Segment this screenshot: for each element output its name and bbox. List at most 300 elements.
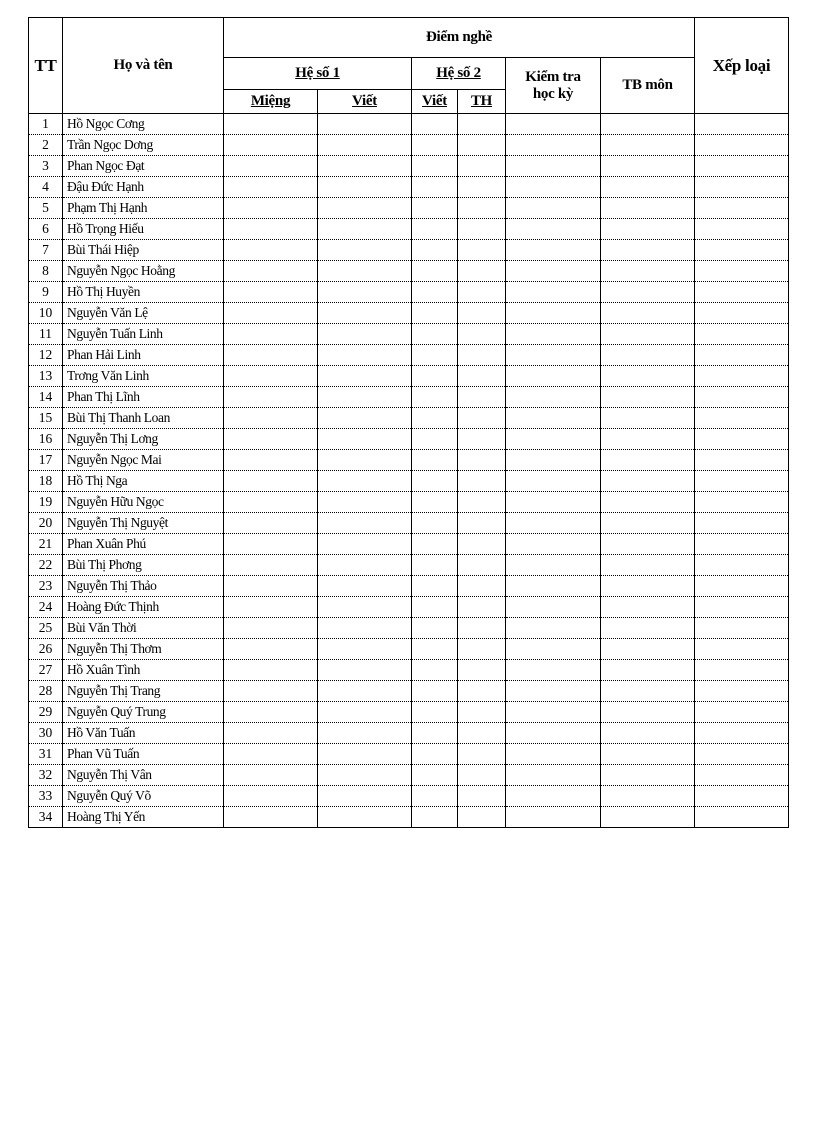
header-diem-nghe: Điểm nghề [224,18,695,58]
mieng-cell [224,702,318,723]
tb-mon-cell [601,576,695,597]
row-number: 26 [29,639,63,660]
student-name: Phan Ngọc Đạt [63,156,224,177]
student-name: Phan Vũ Tuấn [63,744,224,765]
xep-loai-cell [695,240,789,261]
viet-1-cell [318,534,412,555]
table-row [29,534,789,555]
row-number: 3 [29,156,63,177]
kiem-tra-cell [506,198,601,219]
tb-mon-cell [601,471,695,492]
row-number: 8 [29,261,63,282]
tb-mon-cell [601,492,695,513]
th-cell [458,702,506,723]
tb-mon-cell [601,765,695,786]
tb-mon-cell [601,786,695,807]
mieng-cell [224,744,318,765]
xep-loai-cell [695,681,789,702]
row-number: 34 [29,807,63,828]
mieng-cell [224,723,318,744]
th-cell [458,387,506,408]
xep-loai-cell [695,492,789,513]
viet-1-cell [318,681,412,702]
viet-2-cell [412,345,458,366]
mieng-cell [224,471,318,492]
tb-mon-cell [601,240,695,261]
header-name: Họ và tên [63,18,224,114]
viet-2-cell [412,198,458,219]
th-cell [458,177,506,198]
student-name: Phan Thị Lĩnh [63,387,224,408]
xep-loai-cell [695,534,789,555]
kiem-tra-cell [506,786,601,807]
th-cell [458,597,506,618]
header-he-so-1: Hệ số 1 [224,58,412,90]
th-cell [458,513,506,534]
student-name: Nguyễn Ngọc Mai [63,450,224,471]
row-number: 32 [29,765,63,786]
viet-2-cell [412,513,458,534]
viet-2-cell [412,471,458,492]
table-row [29,513,789,534]
viet-2-cell [412,702,458,723]
viet-1-cell [318,492,412,513]
student-name: Hồ Ngọc Cơng [63,114,224,135]
th-cell [458,639,506,660]
viet-1-cell [318,345,412,366]
table-row [29,324,789,345]
tb-mon-cell [601,135,695,156]
viet-1-cell [318,408,412,429]
kiem-tra-cell [506,639,601,660]
xep-loai-cell [695,744,789,765]
xep-loai-cell [695,765,789,786]
viet-1-cell [318,177,412,198]
xep-loai-cell [695,303,789,324]
th-cell [458,576,506,597]
table-row [29,282,789,303]
viet-2-cell [412,450,458,471]
table-row [29,681,789,702]
student-name: Nguyễn Thị Nguyệt [63,513,224,534]
table-row [29,261,789,282]
th-cell [458,492,506,513]
student-name: Nguyễn Thị Thảo [63,576,224,597]
viet-2-cell [412,156,458,177]
student-name: Bùi Văn Thời [63,618,224,639]
table-row [29,135,789,156]
row-number: 25 [29,618,63,639]
viet-1-cell [318,513,412,534]
row-number: 28 [29,681,63,702]
th-cell [458,114,506,135]
th-cell [458,660,506,681]
table-row [29,345,789,366]
kiem-tra-cell [506,282,601,303]
viet-2-cell [412,534,458,555]
tb-mon-cell [601,156,695,177]
table-row [29,240,789,261]
viet-2-cell [412,723,458,744]
row-number: 18 [29,471,63,492]
viet-1-cell [318,576,412,597]
header-kiem-tra [506,58,601,114]
viet-2-cell [412,681,458,702]
row-number: 24 [29,597,63,618]
th-cell [458,261,506,282]
kiem-tra-cell [506,807,601,828]
viet-2-cell [412,387,458,408]
row-number: 15 [29,408,63,429]
tb-mon-cell [601,597,695,618]
kiem-tra-cell [506,723,601,744]
xep-loai-cell [695,366,789,387]
header-tb-mon: TB môn [601,58,695,114]
student-name: Nguyễn Văn Lệ [63,303,224,324]
th-cell [458,618,506,639]
xep-loai-cell [695,723,789,744]
mieng-cell [224,555,318,576]
student-name: Hồ Xuân Tình [63,660,224,681]
mieng-cell [224,807,318,828]
xep-loai-cell [695,450,789,471]
viet-2-cell [412,177,458,198]
th-cell [458,786,506,807]
viet-2-cell [412,492,458,513]
mieng-cell [224,576,318,597]
table-row [29,555,789,576]
row-number: 4 [29,177,63,198]
xep-loai-cell [695,429,789,450]
kiem-tra-cell [506,387,601,408]
mieng-cell [224,765,318,786]
row-number: 31 [29,744,63,765]
viet-1-cell [318,282,412,303]
xep-loai-cell [695,282,789,303]
table-row [29,618,789,639]
th-cell [458,198,506,219]
row-number: 16 [29,429,63,450]
student-name: Bùi Thái Hiệp [63,240,224,261]
viet-1-cell [318,366,412,387]
th-cell [458,450,506,471]
row-number: 33 [29,786,63,807]
tb-mon-cell [601,744,695,765]
student-name: Nguyễn Thị Trang [63,681,224,702]
viet-2-cell [412,261,458,282]
xep-loai-cell [695,786,789,807]
mieng-cell [224,240,318,261]
mieng-cell [224,303,318,324]
kiem-tra-cell [506,576,601,597]
th-cell [458,429,506,450]
kiem-tra-cell [506,450,601,471]
tb-mon-cell [601,345,695,366]
mieng-cell [224,450,318,471]
xep-loai-cell [695,807,789,828]
row-number: 12 [29,345,63,366]
table-row [29,303,789,324]
viet-2-cell [412,324,458,345]
viet-2-cell [412,366,458,387]
student-name: Phan Hải Linh [63,345,224,366]
tb-mon-cell [601,723,695,744]
th-cell [458,135,506,156]
tb-mon-cell [601,639,695,660]
student-name: Nguyễn Hữu Ngọc [63,492,224,513]
th-cell [458,345,506,366]
mieng-cell [224,177,318,198]
kiem-tra-cell [506,324,601,345]
th-cell [458,156,506,177]
tb-mon-cell [601,198,695,219]
viet-2-cell [412,429,458,450]
student-name: Bùi Thị Thanh Loan [63,408,224,429]
mieng-cell [224,387,318,408]
mieng-cell [224,156,318,177]
viet-2-cell [412,660,458,681]
th-cell [458,240,506,261]
viet-2-cell [412,555,458,576]
tb-mon-cell [601,618,695,639]
student-name: Hồ Thị Huyền [63,282,224,303]
student-name: Nguyễn Ngọc Hoằng [63,261,224,282]
mieng-cell [224,492,318,513]
grade-sheet-table [28,17,789,828]
student-name: Đậu Đức Hạnh [63,177,224,198]
viet-1-cell [318,639,412,660]
viet-2-cell [412,135,458,156]
kiem-tra-cell [506,534,601,555]
mieng-cell [224,513,318,534]
th-cell [458,282,506,303]
viet-1-cell [318,156,412,177]
kiem-tra-cell [506,471,601,492]
row-number: 14 [29,387,63,408]
xep-loai-cell [695,471,789,492]
tb-mon-cell [601,681,695,702]
student-rows [29,114,789,828]
table-row [29,576,789,597]
table-row [29,429,789,450]
header-kiem-tra-line2: học kỳ [532,85,574,102]
viet-1-cell [318,219,412,240]
table-row [29,744,789,765]
kiem-tra-cell [506,114,601,135]
kiem-tra-cell [506,744,601,765]
table-row [29,450,789,471]
kiem-tra-cell [506,618,601,639]
viet-2-cell [412,765,458,786]
row-number: 19 [29,492,63,513]
row-number: 20 [29,513,63,534]
viet-1-cell [318,303,412,324]
mieng-cell [224,198,318,219]
table-row [29,198,789,219]
viet-2-cell [412,282,458,303]
xep-loai-cell [695,135,789,156]
table-row [29,765,789,786]
student-name: Hồ Thị Nga [63,471,224,492]
table-row [29,660,789,681]
viet-2-cell [412,408,458,429]
table-row [29,219,789,240]
row-number: 10 [29,303,63,324]
viet-1-cell [318,450,412,471]
kiem-tra-cell [506,429,601,450]
table-row [29,702,789,723]
viet-2-cell [412,576,458,597]
mieng-cell [224,534,318,555]
viet-2-cell [412,114,458,135]
header-viet-2: Viết [412,90,458,114]
xep-loai-cell [695,261,789,282]
student-name: Nguyễn Quý Trung [63,702,224,723]
row-number: 9 [29,282,63,303]
viet-1-cell [318,660,412,681]
header-viet-1: Viết [318,90,412,114]
xep-loai-cell [695,639,789,660]
tb-mon-cell [601,219,695,240]
th-cell [458,408,506,429]
header-xep-loai: Xếp loại [695,18,789,114]
row-number: 23 [29,576,63,597]
tb-mon-cell [601,177,695,198]
xep-loai-cell [695,156,789,177]
header-th: TH [458,90,506,114]
viet-1-cell [318,471,412,492]
student-name: Trần Ngọc Dơng [63,135,224,156]
viet-1-cell [318,723,412,744]
mieng-cell [224,639,318,660]
xep-loai-cell [695,177,789,198]
row-number: 22 [29,555,63,576]
th-cell [458,555,506,576]
mieng-cell [224,366,318,387]
tb-mon-cell [601,408,695,429]
kiem-tra-cell [506,219,601,240]
xep-loai-cell [695,555,789,576]
kiem-tra-cell [506,303,601,324]
kiem-tra-cell [506,261,601,282]
tb-mon-cell [601,513,695,534]
mieng-cell [224,261,318,282]
xep-loai-cell [695,576,789,597]
viet-2-cell [412,744,458,765]
row-number: 7 [29,240,63,261]
mieng-cell [224,429,318,450]
tb-mon-cell [601,387,695,408]
tb-mon-cell [601,429,695,450]
xep-loai-cell [695,660,789,681]
tb-mon-cell [601,366,695,387]
tb-mon-cell [601,324,695,345]
viet-1-cell [318,597,412,618]
mieng-cell [224,135,318,156]
student-name: Nguyễn Thị Vân [63,765,224,786]
student-name: Nguyễn Thị Thơm [63,639,224,660]
student-name: Phan Xuân Phú [63,534,224,555]
tb-mon-cell [601,450,695,471]
tb-mon-cell [601,114,695,135]
mieng-cell [224,618,318,639]
th-cell [458,219,506,240]
table-row [29,114,789,135]
tb-mon-cell [601,702,695,723]
viet-2-cell [412,786,458,807]
xep-loai-cell [695,597,789,618]
mieng-cell [224,345,318,366]
kiem-tra-cell [506,366,601,387]
table-row [29,597,789,618]
viet-2-cell [412,618,458,639]
viet-1-cell [318,324,412,345]
row-number: 29 [29,702,63,723]
th-cell [458,366,506,387]
th-cell [458,807,506,828]
mieng-cell [224,114,318,135]
table-row [29,156,789,177]
kiem-tra-cell [506,702,601,723]
th-cell [458,324,506,345]
th-cell [458,723,506,744]
xep-loai-cell [695,219,789,240]
viet-2-cell [412,303,458,324]
viet-1-cell [318,807,412,828]
mieng-cell [224,408,318,429]
tb-mon-cell [601,534,695,555]
header-he-so-2: Hệ số 2 [412,58,506,90]
header-kiem-tra-line1: Kiểm tra [525,68,581,85]
table-row [29,492,789,513]
header-tt: TT [29,18,63,114]
row-number: 17 [29,450,63,471]
student-name: Trơng Văn Linh [63,366,224,387]
viet-1-cell [318,702,412,723]
viet-2-cell [412,597,458,618]
xep-loai-cell [695,387,789,408]
kiem-tra-cell [506,345,601,366]
th-cell [458,744,506,765]
kiem-tra-cell [506,408,601,429]
table-row [29,723,789,744]
mieng-cell [224,681,318,702]
student-name: Nguyễn Tuấn Linh [63,324,224,345]
table-row [29,471,789,492]
viet-1-cell [318,387,412,408]
tb-mon-cell [601,303,695,324]
row-number: 2 [29,135,63,156]
tb-mon-cell [601,282,695,303]
th-cell [458,471,506,492]
xep-loai-cell [695,114,789,135]
th-cell [458,681,506,702]
tb-mon-cell [601,660,695,681]
xep-loai-cell [695,702,789,723]
mieng-cell [224,282,318,303]
xep-loai-cell [695,345,789,366]
row-number: 5 [29,198,63,219]
table-row [29,387,789,408]
th-cell [458,303,506,324]
viet-1-cell [318,555,412,576]
student-name: Hồ Trọng Hiếu [63,219,224,240]
viet-1-cell [318,240,412,261]
tb-mon-cell [601,807,695,828]
kiem-tra-cell [506,660,601,681]
viet-1-cell [318,135,412,156]
student-name: Bùi Thị Phơng [63,555,224,576]
